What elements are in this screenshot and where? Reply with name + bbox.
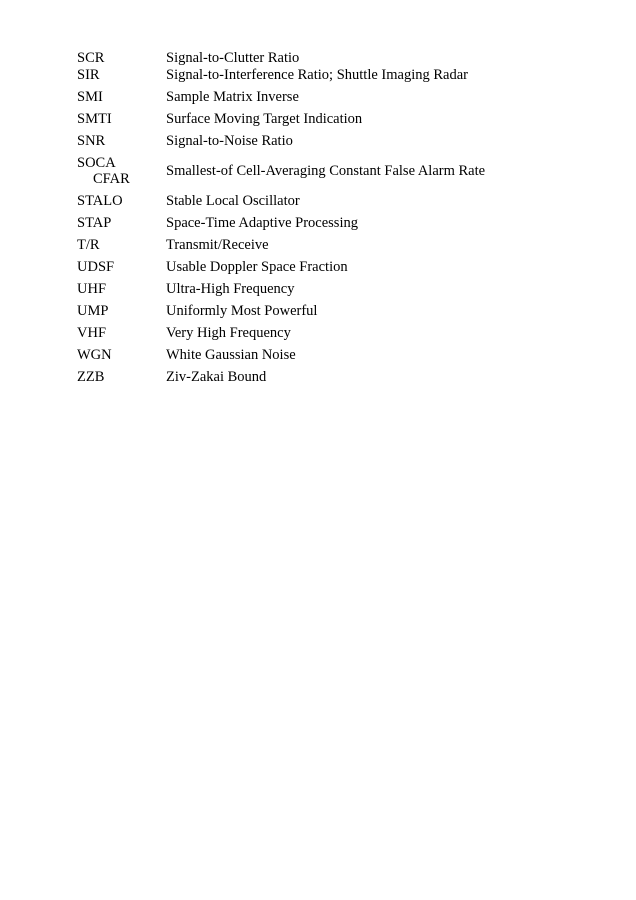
abbreviation-definition: Very High Frequency: [166, 325, 291, 341]
abbreviation-definition: Signal-to-Noise Ratio: [166, 133, 293, 149]
abbreviation-row: [77, 300, 597, 322]
abbreviation-term: VHF: [77, 325, 107, 341]
abbreviation-term: SMI: [77, 89, 103, 105]
abbreviation-definition: Signal-to-Interference Ratio; Shuttle Imaging Radar: [166, 67, 468, 83]
abbreviation-definition: Uniformly Most Powerful: [166, 303, 318, 319]
abbreviation-term: SCR: [77, 50, 105, 66]
abbreviation-row: [77, 152, 597, 190]
abbreviation-row: [77, 108, 597, 130]
abbreviation-term: STAP: [77, 215, 112, 231]
abbreviation-row: [77, 344, 597, 366]
abbreviation-term: UHF: [77, 281, 107, 297]
abbreviation-list: [77, 52, 597, 388]
abbreviation-term: STALO: [77, 193, 123, 209]
abbreviation-definition: Stable Local Oscillator: [166, 193, 300, 209]
abbreviation-definition: Ziv-Zakai Bound: [166, 369, 267, 385]
abbreviation-term: UMP: [77, 303, 109, 319]
abbreviation-definition: Smallest-of Cell-Averaging Constant False Alarm Rate: [166, 163, 486, 179]
abbreviation-definition: Signal-to-Clutter Ratio: [166, 50, 300, 66]
abbreviation-row: [77, 366, 597, 388]
abbreviation-term: SIR: [77, 67, 100, 83]
abbreviation-definition: Sample Matrix Inverse: [166, 89, 299, 105]
abbreviation-term: ZZB: [77, 369, 105, 385]
abbreviation-row: [77, 322, 597, 344]
abbreviation-definition: Space-Time Adaptive Processing: [166, 215, 358, 231]
abbreviation-term-line: SOCA: [77, 155, 116, 171]
abbreviation-definition: Usable Doppler Space Fraction: [166, 259, 348, 275]
abbreviation-term: SNR: [77, 133, 106, 149]
abbreviation-row: [77, 130, 597, 152]
abbreviation-row: [77, 52, 597, 64]
abbreviation-definition: Ultra-High Frequency: [166, 281, 295, 297]
abbreviation-row: [77, 234, 597, 256]
abbreviation-row: [77, 190, 597, 212]
abbreviation-term-continuation: CFAR: [93, 171, 130, 187]
abbreviation-term: T/R: [77, 237, 100, 253]
abbreviation-term: SMTI: [77, 111, 112, 127]
abbreviation-row: [77, 86, 597, 108]
abbreviation-definition: White Gaussian Noise: [166, 347, 296, 363]
abbreviation-row: [77, 64, 597, 86]
abbreviation-definition: Surface Moving Target Indication: [166, 111, 363, 127]
abbreviation-term: [77, 155, 166, 187]
abbreviation-term: WGN: [77, 347, 112, 363]
abbreviation-row: [77, 256, 597, 278]
abbreviation-row: [77, 278, 597, 300]
abbreviation-definition: Transmit/Receive: [166, 237, 269, 253]
abbreviation-term: UDSF: [77, 259, 115, 275]
abbreviation-row: [77, 212, 597, 234]
